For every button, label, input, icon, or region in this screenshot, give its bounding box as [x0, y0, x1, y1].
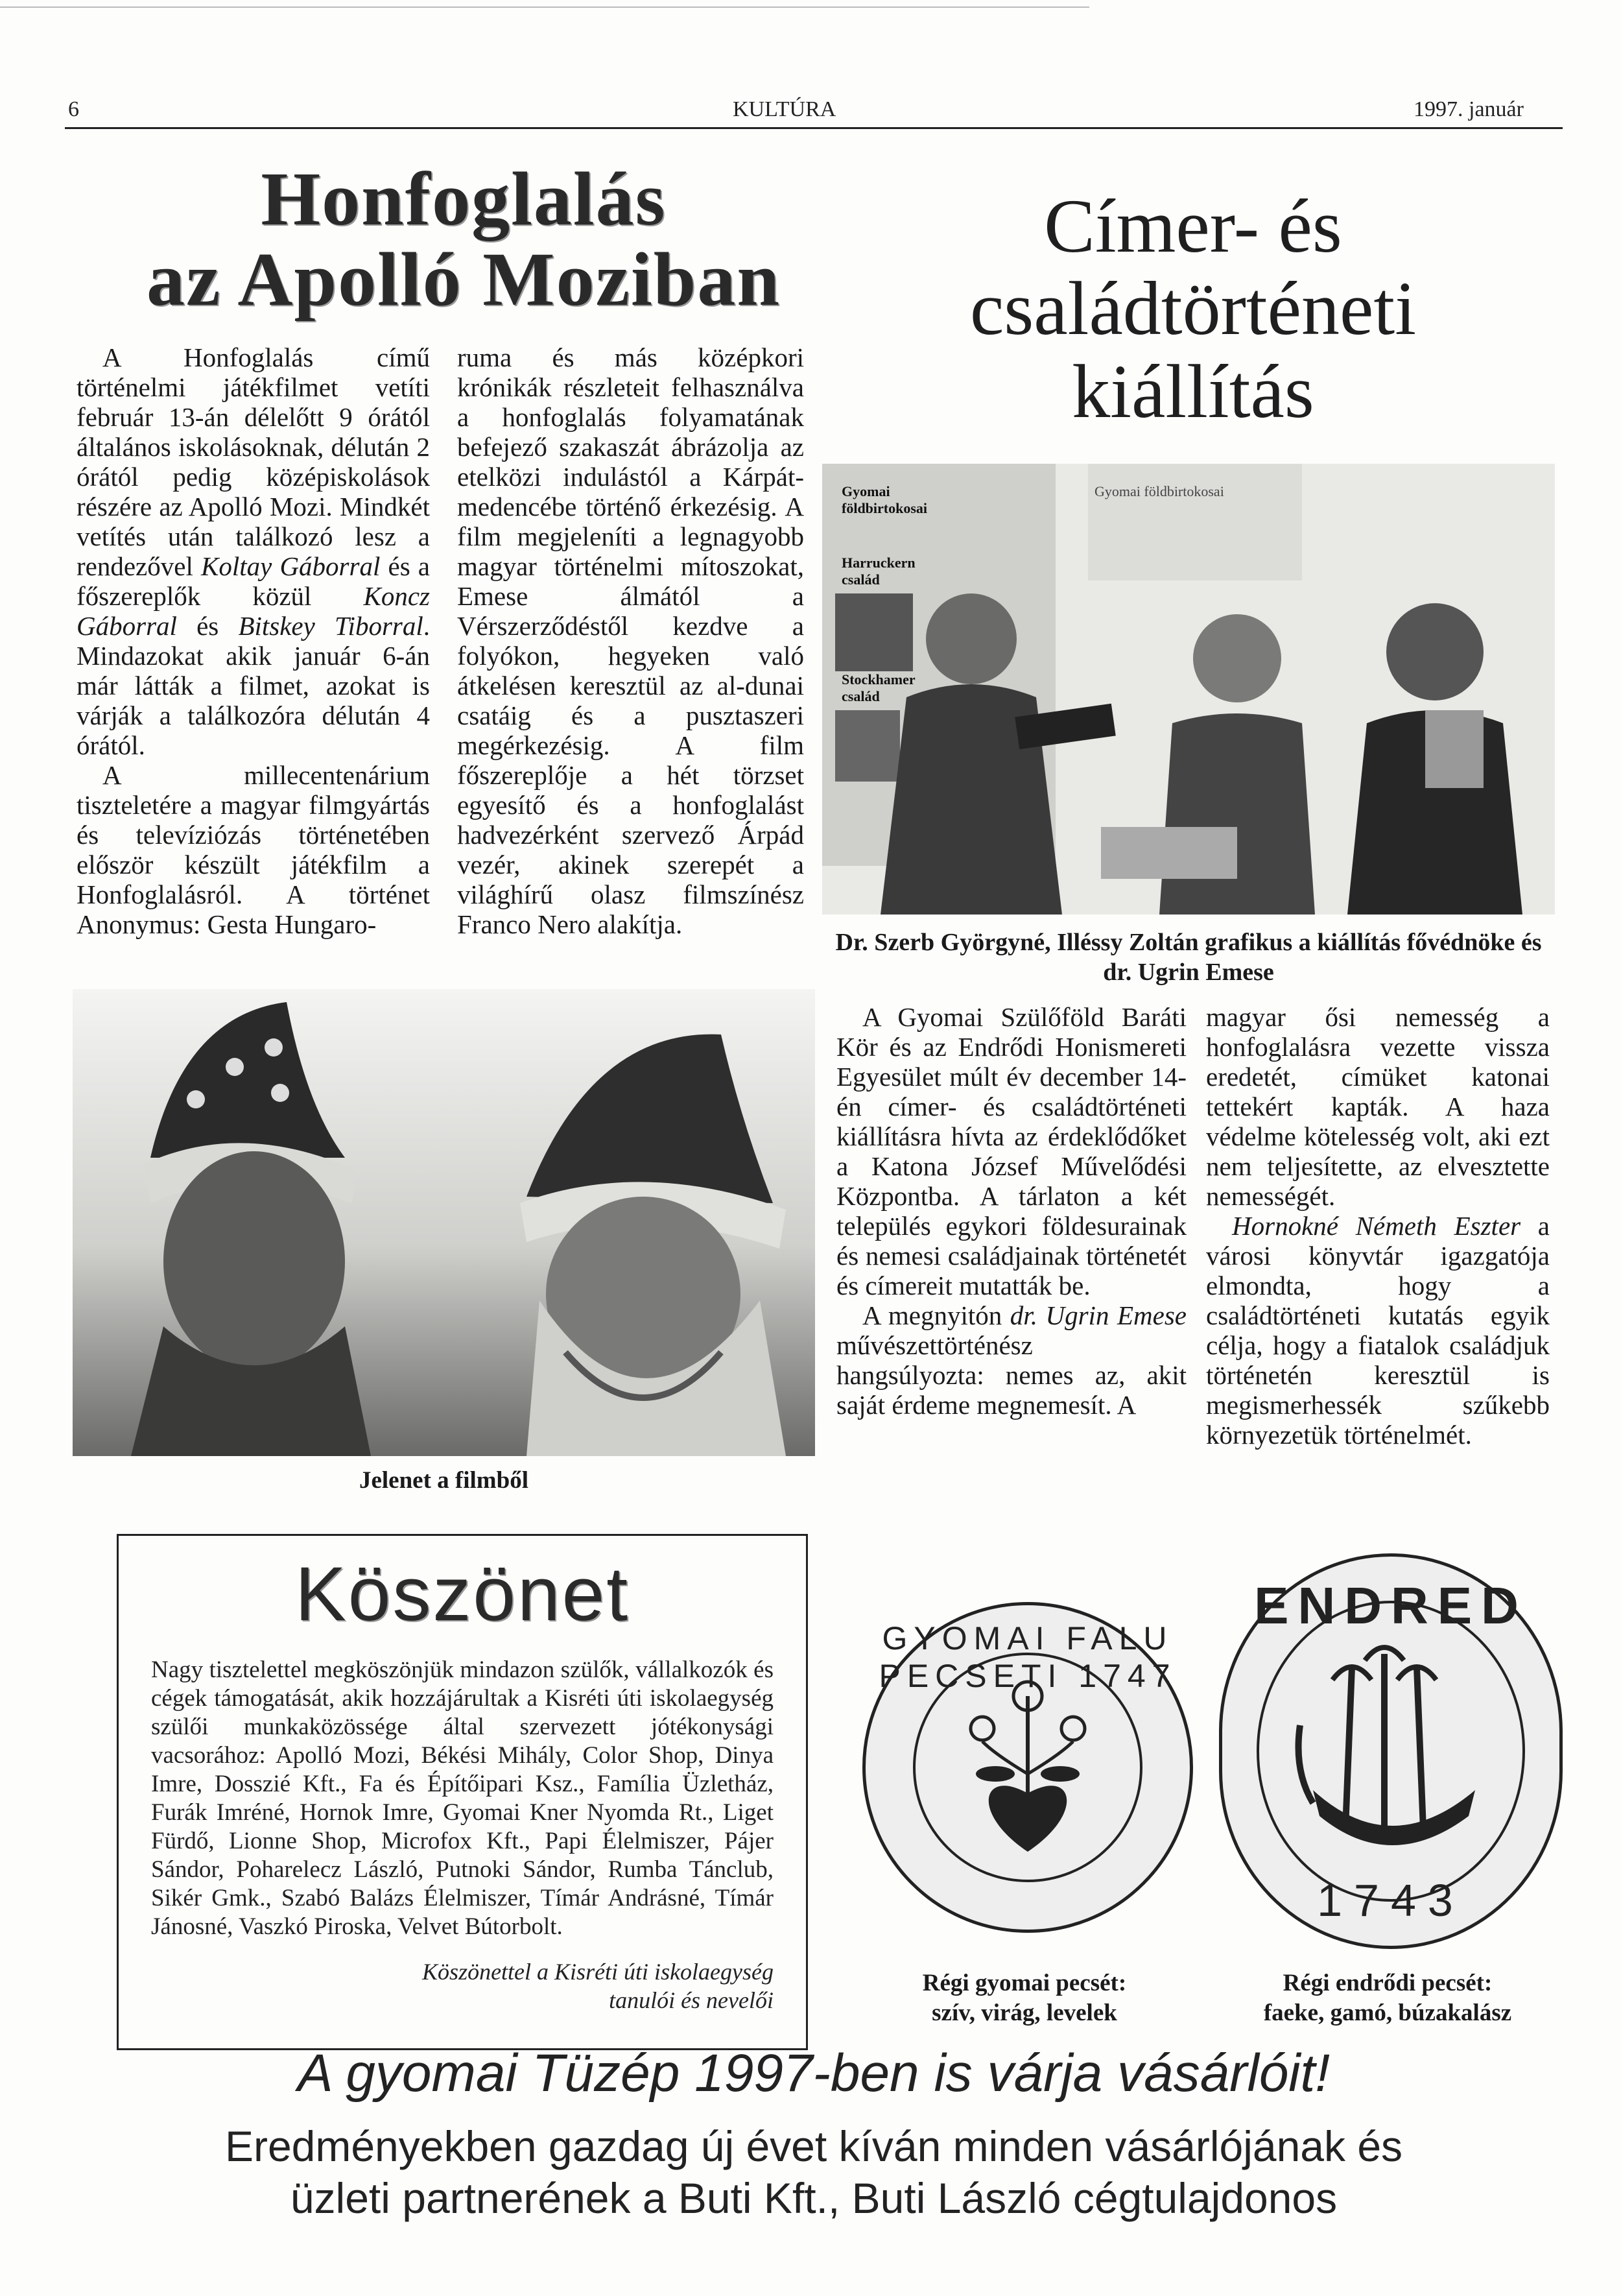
- thanks-body: Nagy tisztelettel megköszönjük mindazon szülők, vállalkozók és cégek támogatását, akik hozzájárultak a Kisréti úti iskolaegység szülői munkaközössége által szervezett jótékonysági vacsorához: Apolló Mozi, Békési Mihály, Color Shop, Dinya Imre, Dosszié Kft., Fa és Építőipari Ksz., Família Üzletház, Furák Imréné, Hornok Imre, Gyomai Kner Nyomda Rt., Liget Fürdő, Lionne Shop, Microfox Kft., Papi Élelmiszer, Pájer Sándor, Poharelecz László, Putnoki Sándor, Rumba Tánclub, Sikér Gmk., Szabó Balázs Élelmiszer, Tímár Andrásné, Tímár Jánosné, Vaszkó Piroska, Velvet Bútorbolt.: [151, 1656, 774, 1940]
- person-name: dr. Ugrin Emese: [1010, 1300, 1187, 1330]
- person-name: Bitskey Tiborral: [238, 611, 423, 641]
- article1-title-line2: az Apolló Moziban: [146, 236, 781, 322]
- article2-title-line1: Címer- és: [1044, 184, 1342, 269]
- article2-column1: [836, 1002, 1187, 1420]
- article1-column1: [77, 342, 430, 939]
- endrod-seal: [1219, 1553, 1563, 1949]
- thanks-signature-line1: Köszönettel a Kisréti úti iskolaegység: [422, 1959, 774, 1985]
- section-title: KULTÚRA: [733, 97, 836, 121]
- photo-sign-4: Gyomai földbirtokosai: [1094, 483, 1224, 499]
- exhibition-photo: [822, 464, 1555, 915]
- gyoma-seal-caption-line1: Régi gyomai pecsét:: [922, 1970, 1127, 1996]
- ad-line-2: Eredményekben gazdag új évet kíván minden vásárlójának és: [224, 2122, 1403, 2170]
- article2-text: a városi könyvtár igazgatója elmondta, hogy a családtörténeti kutatás egyik célja, hogy a fiatalok családjuk történetén keresztül is megismerhessék szűkebb környezetük történelmét.: [1206, 1211, 1550, 1450]
- person-name: Hornokné Németh Eszter: [1232, 1211, 1521, 1241]
- gyoma-seal-caption-line2: szív, virág, levelek: [932, 2000, 1117, 2026]
- film-scene-photo: [73, 989, 815, 1456]
- thanks-signature-line2: tanulói és nevelői: [609, 1987, 774, 2013]
- article2-paragraph3: magyar ősi nemesség a honfoglalásra vezette vissza eredetét, címüket katonai tettekért kapták. A haza védelme kötelesség volt, aki ezt nem teljesítette, az elvesztette nemességét.: [1206, 1002, 1550, 1211]
- gyoma-seal: [862, 1602, 1193, 1933]
- thanks-signature: [151, 1957, 774, 2015]
- article1-paragraph1: [77, 342, 430, 760]
- endrod-seal-caption-line1: Régi endrődi pecsét:: [1283, 1970, 1493, 1996]
- header-rule: [65, 127, 1563, 129]
- person-name: Koltay Gáborral: [200, 551, 381, 581]
- issue-date: 1997. január: [1414, 97, 1524, 121]
- article2-paragraph4: [1206, 1211, 1550, 1450]
- article1-text: A Honfoglalás című történelmi játékfilmet vetíti február 13-án délelőtt 9 órától általános iskolásoknak, délután 2 órától pedig középiskolások részére az Apolló Mozi. Mindkét vetítés után találkozó lesz a rendezővel: [77, 342, 430, 581]
- endrod-seal-caption-line2: faeke, gamó, búzakalász: [1263, 2000, 1512, 2026]
- thanks-box: [117, 1534, 808, 2050]
- top-border-line: [0, 6, 1089, 8]
- photo-sign-1: Gyomai földbirtokosai: [842, 483, 928, 516]
- article1-column2: [457, 342, 804, 939]
- film-scene-illustration: [73, 989, 815, 1456]
- page-number: 6: [68, 97, 79, 121]
- article2-title-line2: családtörténeti: [969, 266, 1416, 352]
- photo-sign-2: Harruckern család: [842, 555, 916, 588]
- article2-paragraph2: [836, 1300, 1187, 1420]
- endrod-seal-text: ENDRED: [1254, 1577, 1528, 1634]
- ad-headline: A gyomai Tüzép 1997-ben is várja vásárlóit!: [297, 2044, 1331, 2103]
- endrod-seal-year: 1743: [1317, 1875, 1465, 1926]
- article1-text: . Mindazokat akik január 6-án már látták a filmet, azokat is várják a találkozóra délután 4 órától.: [77, 611, 430, 760]
- photo-sign-3: Stockhamer család: [842, 671, 916, 704]
- article2-title-line3: kiállítás: [1072, 348, 1314, 434]
- article1-paragraph3: ruma és más középkori krónikák részleteit felhasználva a honfoglalás folyamatának befejező szakaszát ábrázolja az etelközi indulástól a Kárpát-medencébe történő érkezésig. A film megjeleníti a legnagyobb magyar történelmi mítoszokat, Emese álmától a Vérszerződéstől kezdve a folyókon, hegyeken való átkelésen keresztül az al-dunai csatáig és a pusztaszeri megérkezésig. A film főszereplője a hét törzset egyesítő és a honfoglalást hadvezérként szervező Árpád vezér, akinek szerepét a világhírű olasz filmszínész Franco Nero alakítja.: [457, 342, 804, 939]
- article1-paragraph2: A millecentenárium tiszteletére a magyar filmgyártás és televíziózás történetében először készült játékfilm a Honfoglalásról. A történet Anonymus: Gesta Hungaro-: [77, 760, 430, 939]
- exhibition-photo-caption: Dr. Szerb Györgyné, Illéssy Zoltán grafikus a kiállítás fővédnöke és dr. Ugrin Emese: [835, 929, 1542, 986]
- article2-text: A megnyitón: [862, 1300, 1010, 1330]
- ad-line-3: üzleti partnerének a Buti Kft., Buti László cégtulajdonos: [290, 2174, 1338, 2222]
- article2-paragraph1: A Gyomai Szülőföld Baráti Kör és az Endrődi Honismereti Egyesület múlt év december 14-én címer- és családtörténeti kiállításra hívta az érdeklődőket a Katona József Művelődési Központba. A tárlaton a két település egykori földesurainak és nemesi családjainak történetét és címereit mutatták be.: [836, 1002, 1187, 1300]
- article2-title: [836, 185, 1550, 433]
- article2-column2: [1206, 1002, 1550, 1450]
- thanks-title: Köszönet: [295, 1551, 630, 1637]
- article1-title-line1: Honfoglalás: [261, 156, 667, 241]
- film-photo-caption: Jelenet a filmből: [359, 1467, 528, 1494]
- article1-text: és a főszereplők közül: [77, 551, 430, 611]
- article1-title: [58, 156, 869, 322]
- gyoma-seal-caption: [843, 1968, 1206, 2028]
- gyoma-seal-text: GYOMAI FALU PECSETI 1747: [879, 1620, 1177, 1694]
- person-name: Koncz Gáborral: [77, 581, 430, 641]
- endrod-seal-caption: [1216, 1968, 1559, 2028]
- article2-text: művészettörténész hangsúlyozta: nemes az, akit saját érdeme megnemesít. A: [836, 1330, 1187, 1420]
- article1-text: és: [176, 611, 239, 641]
